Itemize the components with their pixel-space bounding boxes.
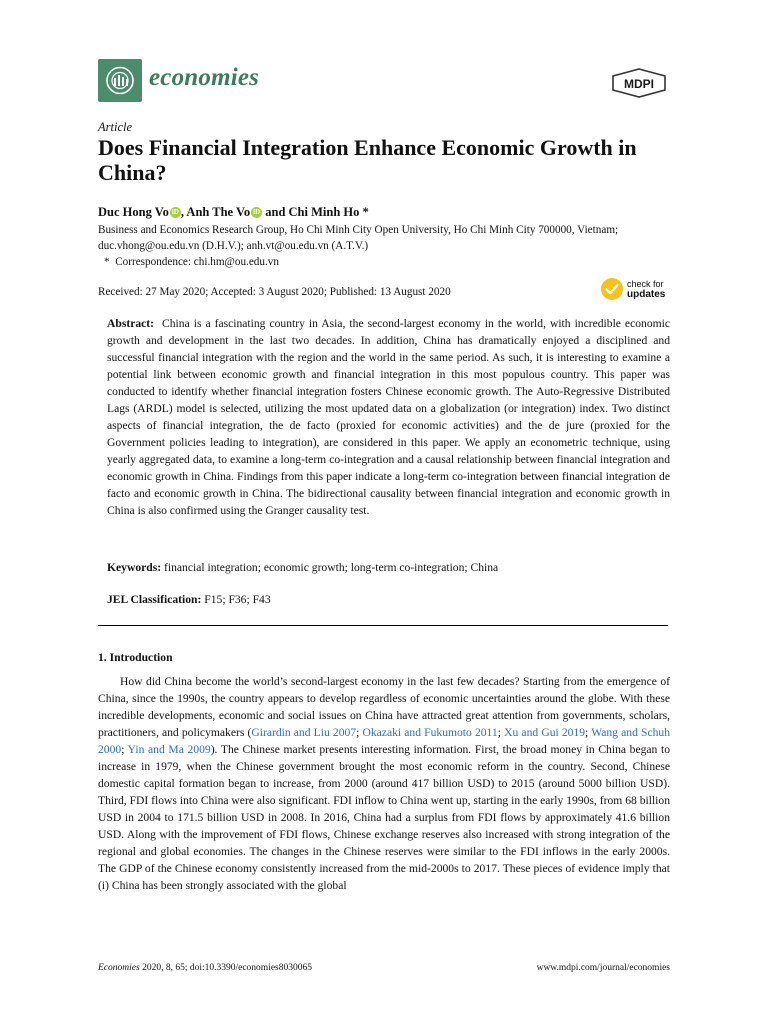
introduction-body <box>98 673 670 894</box>
abstract-label: Abstract: <box>107 317 155 330</box>
author-name[interactable]: Duc Hong Vo <box>98 205 169 219</box>
abstract-text: China is a fascinating country in Asia, the second-largest economy in the world, with incredible economic growth and development in the last two decades. In addition, China has dramatically enjoyed a disciplined and successful financial integration with the region and the world in the same period. As such, it is interesting to examine a potential link between economic growth and financial integration in this most populous country. This paper was conducted to identify whether financial integration fosters Chinese economic growth. The Auto-Regressive Distributed Lags (ARDL) model is selected, utilizing the most updated data on a globalization (or integration) index. Two distinct aspects of financial integration, the de facto (proxied for economic activities) and the de jure (proxied for the Government policies leading to integration), are considered in this paper. We apply an econometric technique, using yearly aggregated data, to examine a long-term co-integration and a causal relationship between financial integration and economic growth in China. Findings from this paper indicate a long-term co-integration between financial integration de facto and economic growth in China. The bidirectional causality between financial integration and economic growth in China is also confirmed using the Granger causality test. <box>107 317 671 517</box>
check-updates-icon[interactable] <box>600 277 624 306</box>
check-updates-label[interactable]: check for updates <box>627 279 666 300</box>
jel-text: F15; F36; F43 <box>204 593 271 606</box>
author-name[interactable]: and Chi Minh Ho * <box>265 205 369 219</box>
paper-title: Does Financial Integration Enhance Economic Growth in China? <box>98 135 637 185</box>
keywords <box>107 559 670 576</box>
mdpi-logo-icon <box>610 68 668 103</box>
correspondence-mark: * <box>104 256 110 268</box>
article-type: Article <box>98 120 133 134</box>
footer-citation: Economies 2020, 8, 65; doi:10.3390/economies8030065 <box>98 963 312 973</box>
svg-text:MDPI: MDPI <box>624 77 654 91</box>
journal-name: economies <box>149 64 260 91</box>
paragraph: How did China become the world’s second-largest economy in the last few decades? Starting from the emergence of China, since the 1990s, the country appears to develop regardless of economic uncertainties around the globe. With these incredible developments, economic and social issues on China have attracted great attention from governments, scholars, practitioners, and policymakers (Girardin and Liu 2007; Okazaki and Fukumoto 2011; Xu and Gui 2019; Wang and Schuh 2000; Yin and Ma 2009). The Chinese market presents interesting information. First, the broad money in China began to increase in 1979, when the Chinese government brought the most economic reform in the country. Second, Chinese domestic capital formation began to increase, from 2000 (around 417 billion USD) to 2015 (around 5000 billion USD). Third, FDI flows into China were also significant. FDI inflow to China went up, starting in the early 1990s, from 68 billion USD in 2004 to 171.5 billion USD in 2008. In 2016, China had a surplus from FDI flows by approximately 41.6 billion USD. Along with the improvement of FDI flows, Chinese exchange reserves also increased with strong integration of the regional and global economies. The changes in the Chinese reserves were similar to the FDI inflows in the early 2000s. The GDP of the Chinese economy consistently increased from the mid-2000s to 2017. These pieces of evidence imply that (i) China has been strongly associated with the global <box>98 675 671 892</box>
author-name[interactable]: Anh The Vo <box>186 205 251 219</box>
abstract <box>107 315 670 519</box>
section-heading: 1. Introduction <box>98 651 173 664</box>
orcid-icon[interactable]: iD <box>171 208 179 216</box>
citation-link[interactable]: Yin and Ma 2009 <box>127 743 211 756</box>
journal-logo-icon <box>98 59 142 102</box>
citation-link[interactable]: Xu and Gui 2019 <box>504 726 586 739</box>
footer-url[interactable]: www.mdpi.com/journal/economies <box>536 963 670 973</box>
correspondence-text: Correspondence: chi.hm@ou.edu.vn <box>115 256 279 268</box>
section-divider <box>98 625 668 626</box>
author-list: Duc Hong Vo iD , Anh The Vo iD and Chi Minh Ho * <box>98 205 369 219</box>
keywords-text: financial integration; economic growth; long-term co-integration; China <box>164 561 499 574</box>
jel-classification <box>107 591 670 608</box>
publication-dates: Received: 27 May 2020; Accepted: 3 August 2020; Published: 13 August 2020 <box>98 286 451 298</box>
keywords-label: Keywords: <box>107 561 162 574</box>
orcid-icon[interactable]: iD <box>253 208 261 216</box>
citation-link[interactable]: Okazaki and Fukumoto 2011 <box>362 726 498 739</box>
affiliation <box>98 222 673 254</box>
affiliation-text: Business and Economics Research Group, Ho Chi Minh City Open University, Ho Chi Minh City 700000, Vietnam; duc.vhong@ou.edu.vn (D.H.V.); anh.vt@ou.edu.vn (A.T.V.) <box>98 224 619 252</box>
citation-link[interactable]: Girardin and Liu 2007 <box>251 726 357 739</box>
citation-link[interactable]: Wang and Schuh 2000 <box>98 726 670 756</box>
jel-label: JEL Classification: <box>107 593 202 606</box>
correspondence <box>104 254 679 270</box>
